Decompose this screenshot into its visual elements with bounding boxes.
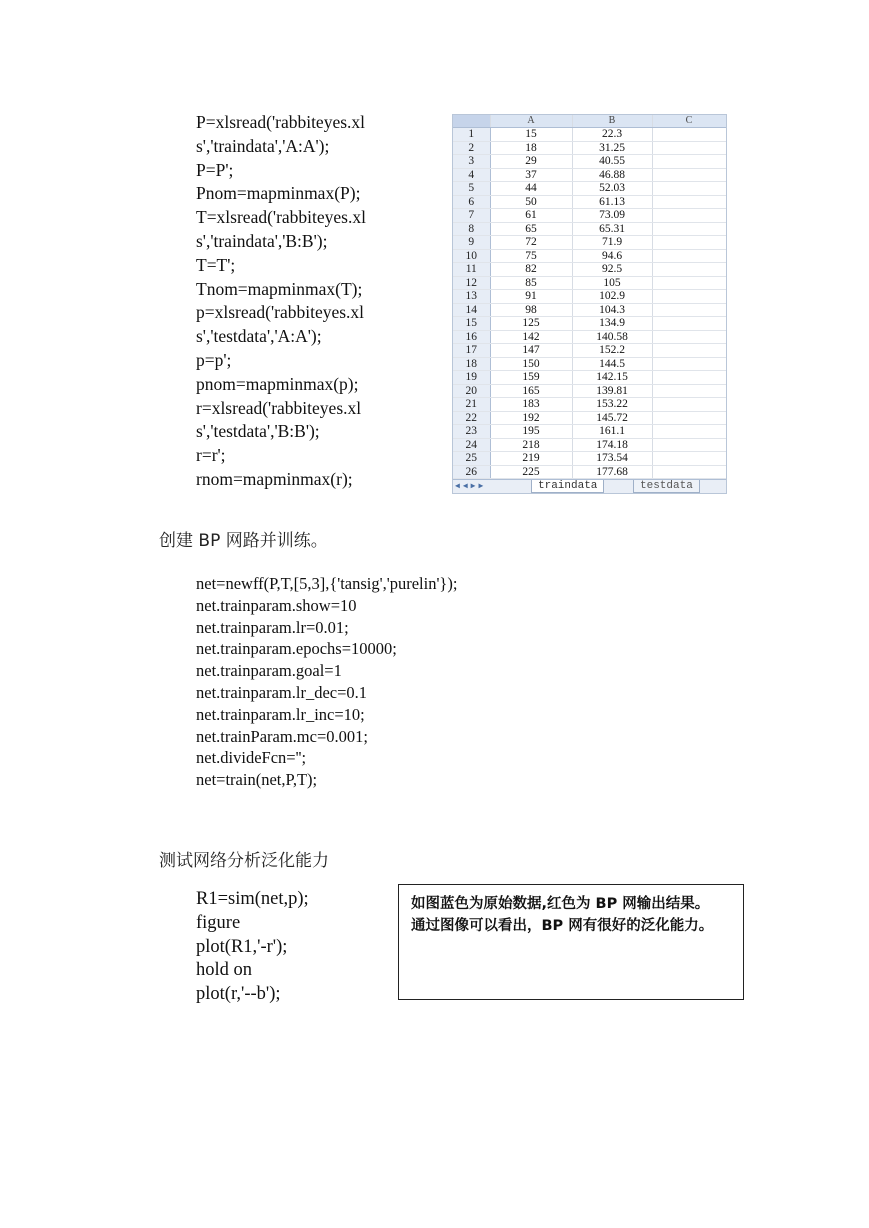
cell-b[interactable]: 94.6	[572, 249, 652, 263]
table-row	[453, 168, 726, 182]
code-line: net.trainParam.mc=0.001;	[196, 726, 368, 746]
cell-a[interactable]: 219	[490, 452, 572, 466]
cell-a[interactable]: 18	[490, 141, 572, 155]
cell-a[interactable]: 85	[490, 276, 572, 290]
table-row	[453, 465, 726, 479]
row-number[interactable]: 2	[453, 141, 490, 155]
cell-c[interactable]	[652, 236, 726, 250]
table-row	[453, 182, 726, 196]
row-number[interactable]: 14	[453, 303, 490, 317]
cell-c[interactable]	[652, 344, 726, 358]
code-line: s','traindata','A:A');	[196, 135, 330, 156]
table-row	[453, 411, 726, 425]
code-line: hold on	[196, 960, 253, 981]
column-header-c[interactable]: C	[652, 115, 726, 128]
table-row	[453, 209, 726, 223]
code-line: net.trainparam.show=10	[196, 595, 357, 615]
table-row	[453, 249, 726, 263]
code-line: Tnom=mapminmax(T);	[196, 278, 363, 299]
code-line: net.divideFcn='';	[196, 748, 307, 768]
row-number[interactable]: 11	[453, 263, 490, 277]
cell-b[interactable]: 140.58	[572, 330, 652, 344]
table-row	[453, 290, 726, 304]
cell-b[interactable]: 161.1	[572, 425, 652, 439]
cell-c[interactable]	[652, 222, 726, 236]
row-number[interactable]: 9	[453, 236, 490, 250]
code-line: plot(R1,'-r');	[196, 936, 288, 957]
cell-a[interactable]: 72	[490, 236, 572, 250]
cell-a[interactable]: 142	[490, 330, 572, 344]
cell-a[interactable]: 159	[490, 371, 572, 385]
cell-c[interactable]	[652, 411, 726, 425]
code-line: P=xlsread('rabbiteyes.xl	[196, 112, 366, 132]
table-row	[453, 357, 726, 371]
row-number[interactable]: 24	[453, 438, 490, 452]
cell-b[interactable]: 52.03	[572, 182, 652, 196]
cell-a[interactable]: 165	[490, 384, 572, 398]
cell-c[interactable]	[652, 384, 726, 398]
table-row	[453, 384, 726, 398]
column-header-b[interactable]: B	[572, 115, 652, 128]
table-row	[453, 141, 726, 155]
column-header-a[interactable]: A	[490, 115, 572, 128]
cell-a[interactable]: 75	[490, 249, 572, 263]
code-line: pnom=mapminmax(p);	[196, 373, 359, 394]
note-line-2: 通过图像可以看出，BP 网有很好的泛化能力。	[411, 918, 714, 934]
cell-a[interactable]: 98	[490, 303, 572, 317]
code-line: s','testdata','B:B');	[196, 421, 320, 442]
code-block-create-network	[196, 573, 457, 791]
code-line: p=p';	[196, 349, 232, 370]
cell-c[interactable]	[652, 438, 726, 452]
cell-b[interactable]: 22.3	[572, 128, 652, 142]
code-line: P=P';	[196, 159, 234, 180]
code-line: net.trainparam.goal=1	[196, 661, 342, 681]
cell-b[interactable]: 173.54	[572, 452, 652, 466]
row-number[interactable]: 12	[453, 276, 490, 290]
table-row	[453, 195, 726, 209]
cell-b[interactable]: 174.18	[572, 438, 652, 452]
code-line: s','testdata','A:A');	[196, 326, 322, 347]
cell-b[interactable]: 73.09	[572, 209, 652, 223]
cell-c[interactable]	[652, 330, 726, 344]
spreadsheet-table	[453, 115, 727, 479]
row-number[interactable]: 3	[453, 155, 490, 169]
cell-b[interactable]: 71.9	[572, 236, 652, 250]
cell-a[interactable]: 50	[490, 195, 572, 209]
cell-a[interactable]: 61	[490, 209, 572, 223]
note-line-1: 如图蓝色为原始数据,红色为 BP 网输出结果。	[411, 896, 710, 912]
code-line: net.trainparam.lr=0.01;	[196, 617, 349, 637]
row-number[interactable]: 10	[453, 249, 490, 263]
table-row	[453, 438, 726, 452]
table-row	[453, 425, 726, 439]
code-line: Pnom=mapminmax(P);	[196, 183, 361, 204]
row-number[interactable]: 17	[453, 344, 490, 358]
code-line: T=T';	[196, 254, 236, 275]
cell-b[interactable]: 177.68	[572, 465, 652, 479]
row-number[interactable]: 7	[453, 209, 490, 223]
cell-c[interactable]	[652, 465, 726, 479]
cell-c[interactable]	[652, 263, 726, 277]
row-number[interactable]: 19	[453, 371, 490, 385]
table-row	[453, 398, 726, 412]
row-number[interactable]: 13	[453, 290, 490, 304]
cell-b[interactable]: 65.31	[572, 222, 652, 236]
code-line: net.trainparam.lr_inc=10;	[196, 704, 365, 724]
row-number[interactable]: 1	[453, 128, 490, 142]
cell-a[interactable]: 15	[490, 128, 572, 142]
cell-c[interactable]	[652, 249, 726, 263]
sheet-nav-arrows-icon[interactable]: ◀◀▶▶	[455, 482, 487, 491]
cell-b[interactable]: 145.72	[572, 411, 652, 425]
row-number[interactable]: 16	[453, 330, 490, 344]
table-row	[453, 317, 726, 331]
sheet-tab-traindata[interactable]: traindata	[531, 480, 604, 493]
code-line: p=xlsread('rabbiteyes.xl	[196, 302, 365, 323]
column-header-row	[453, 115, 726, 128]
cell-a[interactable]: 183	[490, 398, 572, 412]
row-number[interactable]: 4	[453, 168, 490, 182]
cell-b[interactable]: 152.2	[572, 344, 652, 358]
cell-a[interactable]: 147	[490, 344, 572, 358]
row-number[interactable]: 8	[453, 222, 490, 236]
cell-a[interactable]: 82	[490, 263, 572, 277]
cell-b[interactable]: 31.25	[572, 141, 652, 155]
table-row	[453, 330, 726, 344]
code-line: net=newff(P,T,[5,3],{'tansig','purelin'});	[196, 574, 458, 593]
code-line: T=xlsread('rabbiteyes.xl	[196, 207, 366, 228]
cell-a[interactable]: 225	[490, 465, 572, 479]
table-row	[453, 276, 726, 290]
row-number[interactable]: 21	[453, 398, 490, 412]
cell-c[interactable]	[652, 303, 726, 317]
cell-c[interactable]	[652, 209, 726, 223]
row-number[interactable]: 18	[453, 357, 490, 371]
cell-a[interactable]: 91	[490, 290, 572, 304]
code-line: r=r';	[196, 445, 226, 466]
cell-c[interactable]	[652, 317, 726, 331]
row-number[interactable]: 26	[453, 465, 490, 479]
row-number[interactable]: 20	[453, 384, 490, 398]
row-number[interactable]: 25	[453, 452, 490, 466]
cell-c[interactable]	[652, 195, 726, 209]
code-line: figure	[196, 912, 241, 933]
cell-b[interactable]: 102.9	[572, 290, 652, 304]
row-number[interactable]: 15	[453, 317, 490, 331]
cell-a[interactable]: 150	[490, 357, 572, 371]
cell-b[interactable]: 40.55	[572, 155, 652, 169]
cell-c[interactable]	[652, 168, 726, 182]
cell-b[interactable]: 61.13	[572, 195, 652, 209]
cell-c[interactable]	[652, 182, 726, 196]
code-line: plot(r,'--b');	[196, 984, 281, 1005]
cell-c[interactable]	[652, 357, 726, 371]
cell-c[interactable]	[652, 398, 726, 412]
cell-a[interactable]: 37	[490, 168, 572, 182]
cell-b[interactable]: 105	[572, 276, 652, 290]
row-number[interactable]: 23	[453, 425, 490, 439]
cell-a[interactable]: 218	[490, 438, 572, 452]
cell-c[interactable]	[652, 276, 726, 290]
cell-a[interactable]: 29	[490, 155, 572, 169]
cell-a[interactable]: 65	[490, 222, 572, 236]
table-row	[453, 222, 726, 236]
cell-c[interactable]	[652, 371, 726, 385]
cell-a[interactable]: 125	[490, 317, 572, 331]
sheet-tab-bar	[453, 479, 726, 493]
section-heading-test: 测试网络分析泛化能力	[159, 851, 329, 871]
table-row	[453, 155, 726, 169]
section-heading-train: 创建 BP 网路并训练。	[159, 531, 328, 551]
cell-b[interactable]: 92.5	[572, 263, 652, 277]
cell-b[interactable]: 139.81	[572, 384, 652, 398]
cell-a[interactable]: 192	[490, 411, 572, 425]
code-line: R1=sim(net,p);	[196, 889, 309, 909]
code-line: rnom=mapminmax(r);	[196, 468, 353, 489]
note-box	[398, 884, 744, 1000]
cell-b[interactable]: 144.5	[572, 357, 652, 371]
cell-c[interactable]	[652, 155, 726, 169]
cell-c[interactable]	[652, 141, 726, 155]
cell-c[interactable]	[652, 290, 726, 304]
cell-c[interactable]	[652, 128, 726, 142]
cell-c[interactable]	[652, 452, 726, 466]
cell-a[interactable]: 195	[490, 425, 572, 439]
table-row	[453, 303, 726, 317]
table-row	[453, 128, 726, 142]
row-number[interactable]: 5	[453, 182, 490, 196]
code-line: s','traindata','B:B');	[196, 230, 328, 251]
select-all-corner[interactable]	[453, 115, 490, 128]
table-row	[453, 344, 726, 358]
cell-b[interactable]: 134.9	[572, 317, 652, 331]
table-row	[453, 452, 726, 466]
code-line: net=train(net,P,T);	[196, 770, 318, 790]
cell-b[interactable]: 142.15	[572, 371, 652, 385]
cell-a[interactable]: 44	[490, 182, 572, 196]
code-block-simulate	[196, 888, 309, 1007]
cell-c[interactable]	[652, 425, 726, 439]
table-row	[453, 263, 726, 277]
code-line: r=xlsread('rabbiteyes.xl	[196, 397, 362, 418]
code-block-load-data	[196, 111, 436, 492]
code-line: net.trainparam.lr_dec=0.1	[196, 682, 368, 702]
row-number[interactable]: 22	[453, 411, 490, 425]
table-row	[453, 236, 726, 250]
cell-b[interactable]: 46.88	[572, 168, 652, 182]
cell-b[interactable]: 153.22	[572, 398, 652, 412]
cell-b[interactable]: 104.3	[572, 303, 652, 317]
row-number[interactable]: 6	[453, 195, 490, 209]
table-row	[453, 371, 726, 385]
code-line: net.trainparam.epochs=10000;	[196, 639, 397, 659]
spreadsheet-screenshot	[452, 114, 727, 494]
sheet-tab-testdata[interactable]: testdata	[633, 480, 700, 493]
